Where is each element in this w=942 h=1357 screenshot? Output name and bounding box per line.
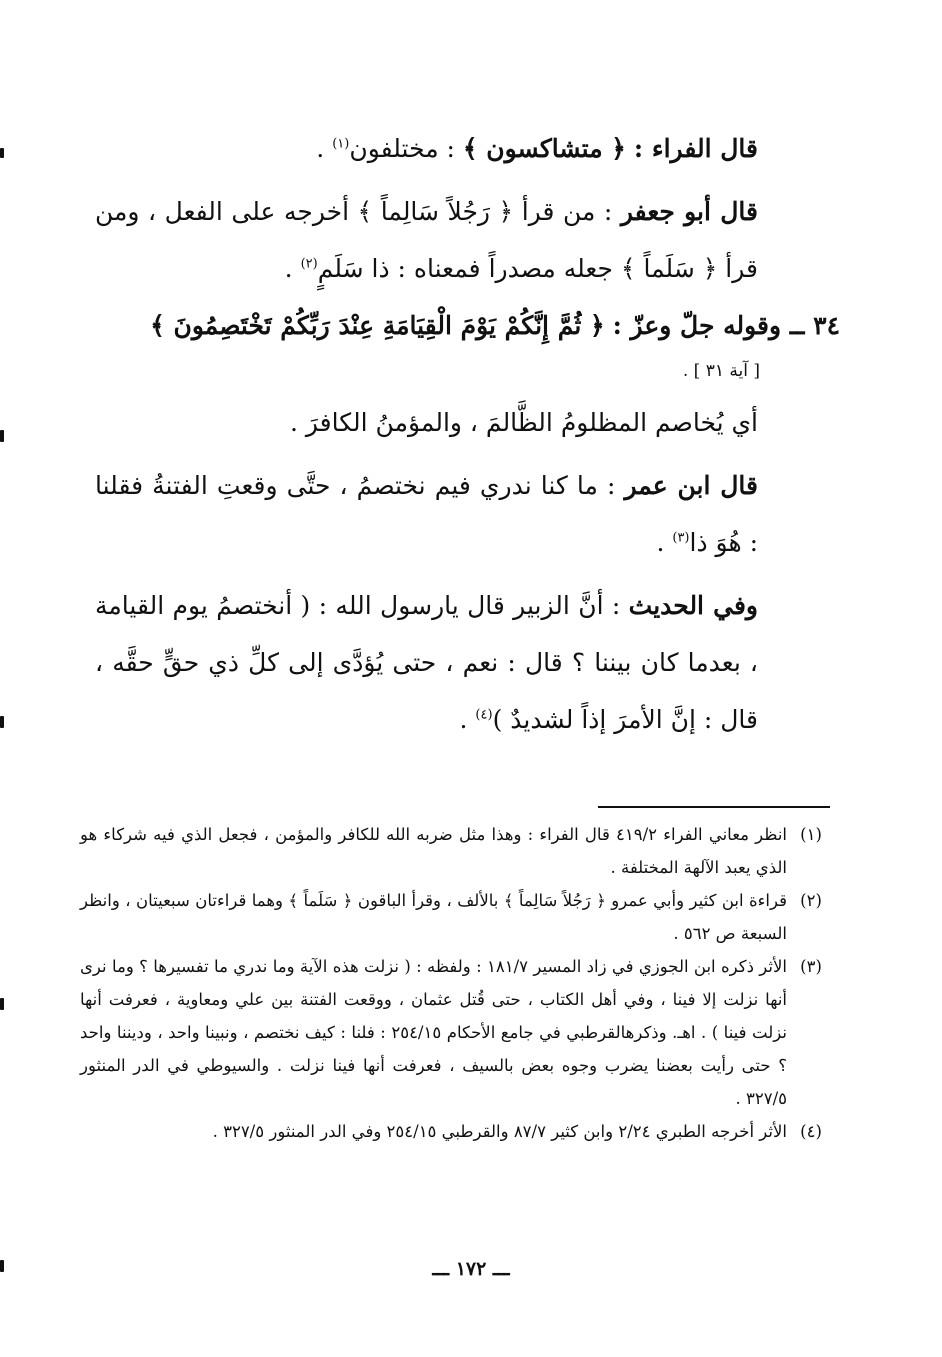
paragraph-lead: قال ابن عمر [624, 471, 758, 500]
binding-mark [0, 1260, 4, 1272]
footnote-item [80, 884, 835, 950]
binding-mark [0, 430, 4, 442]
paragraph-text: : أنَّ الزبير قال يارسول الله : ( أنختصمُ يوم القيامة ، بعدما كان بيننا ؟ قال : نعم ، حتى يُؤدَّى إلى كلِّ ذي حقٍّ حقَّه ، قال : إنَّ الأمرَ إذاً لشديدٌ ) [95, 591, 758, 734]
footnote-marker: (٢) [300, 256, 318, 272]
footnotes [80, 818, 835, 1148]
footnote-text: الأثر ذكره ابن الجوزي في زاد المسير ١٨١/٧ : ولفظه : ( نزلت هذه الآية وما ندري ما تفسيرها ؟ وما نرى أنها نزلت إلا فينا ، وفي أهل الكتاب ، حتى قُتل عثمان ، ووقعت الفتنة بين علي ومعاوية ، فعرفت أنها نزلت فينا ) . اهـ. وذكرهالقرطبي في جامع الأحكام ٢٥٤/١٥ : فلنا : كيف نختصم ، ونبينا واحد ، وديننا واحد ؟ حتى رأيت بعضنا يضرب وجوه بعض بالسيف ، فعرفت أنها فينا نزلت . والسيوطي في الدر المنثور ٣٢٧/٥ . [80, 957, 787, 1108]
paragraph-lead: وفي الحديث [628, 591, 758, 620]
paragraph-lead: قال أبو جعفر [620, 197, 758, 226]
footnote-number: (٢) [800, 891, 822, 910]
binding-mark [0, 716, 4, 728]
footnote-item [80, 818, 835, 884]
paragraph-tail: . [656, 528, 673, 557]
paragraph-explanation [95, 394, 840, 451]
paragraph-text: : من قرأ ﴿ رَجُلاً سَالِماً ﴾ أخرجه على الفعل ، ومن قرأ ﴿ سَلَماً ﴾ جعله مصدراً فمعناه : ذا سَلَمٍ [95, 197, 758, 283]
paragraph-text: : ما كنا ندري فيم نختصمُ ، حتَّى وقعتِ الفتنةُ فقلنا : هُوَ ذا [95, 471, 758, 557]
footnote-text: الأثر أخرجه الطبري ٢/٢٤ وابن كثير ٨٧/٧ والقرطبي ٢٥٤/١٥ وفي الدر المنثور ٣٢٧/٥ . [212, 1122, 787, 1141]
paragraph-verse-34 [95, 297, 840, 354]
paragraph-tail: . [459, 705, 476, 734]
main-text [95, 120, 840, 748]
footnote-marker: (١) [332, 136, 350, 152]
paragraph-text: أي يُخاصم المظلومُ الظَّالمَ ، والمؤمنُ الكافرَ . [289, 408, 758, 437]
footnote-item [80, 1115, 835, 1148]
quran-verse: ﴿ ثُمَّ إِنَّكُمْ يَوْمَ الْقِيَامَةِ عِنْدَ رَبِّكُمْ تَخْتَصِمُونَ ﴾ [150, 311, 605, 340]
paragraph-ibn-umar [95, 457, 840, 571]
footnote-divider [598, 806, 830, 808]
paragraph-text: : مختلفون [349, 134, 455, 163]
paragraph-farra [95, 120, 840, 177]
paragraph-lead: قال الفراء : [633, 134, 758, 163]
aya-reference: [ آية ٣١ ] . [682, 361, 760, 381]
paragraph-lead: ٣٤ ــ وقوله جلّ وعزّ : [612, 311, 840, 340]
quran-verse: ﴿ متشاكسون ﴾ [462, 134, 626, 163]
footnote-marker: (٣) [672, 530, 690, 546]
footnote-item [80, 950, 835, 1115]
paragraph-tail: . [284, 254, 301, 283]
binding-mark [0, 148, 4, 158]
page-number: ـــ ١٧٢ ـــ [432, 1258, 510, 1280]
footnote-number: (١) [800, 825, 822, 844]
footnote-text: قراءة ابن كثير وأبي عمرو ﴿ رَجُلاً سَالِماً ﴾ بالألف ، وقرأ الباقون ﴿ سَلَماً ﴾ وهما قراءتان سبعيتان ، وانظر السبعة ص ٥٦٢ . [80, 891, 787, 943]
paragraph-hadith [95, 577, 840, 748]
footnote-marker: (٤) [475, 707, 493, 723]
footnote-number: (٣) [800, 957, 822, 976]
binding-mark [0, 998, 4, 1010]
footnote-number: (٤) [800, 1122, 822, 1141]
paragraph-abu-jafar [95, 183, 840, 297]
paragraph-tail: . [316, 134, 333, 163]
footnote-text: انظر معاني الفراء ٤١٩/٢ قال الفراء : وهذا مثل ضربه الله للكافر والمؤمن ، فجعل الذي فيه شركاء هو الذي يعبد الآلهة المختلفة . [80, 825, 787, 877]
